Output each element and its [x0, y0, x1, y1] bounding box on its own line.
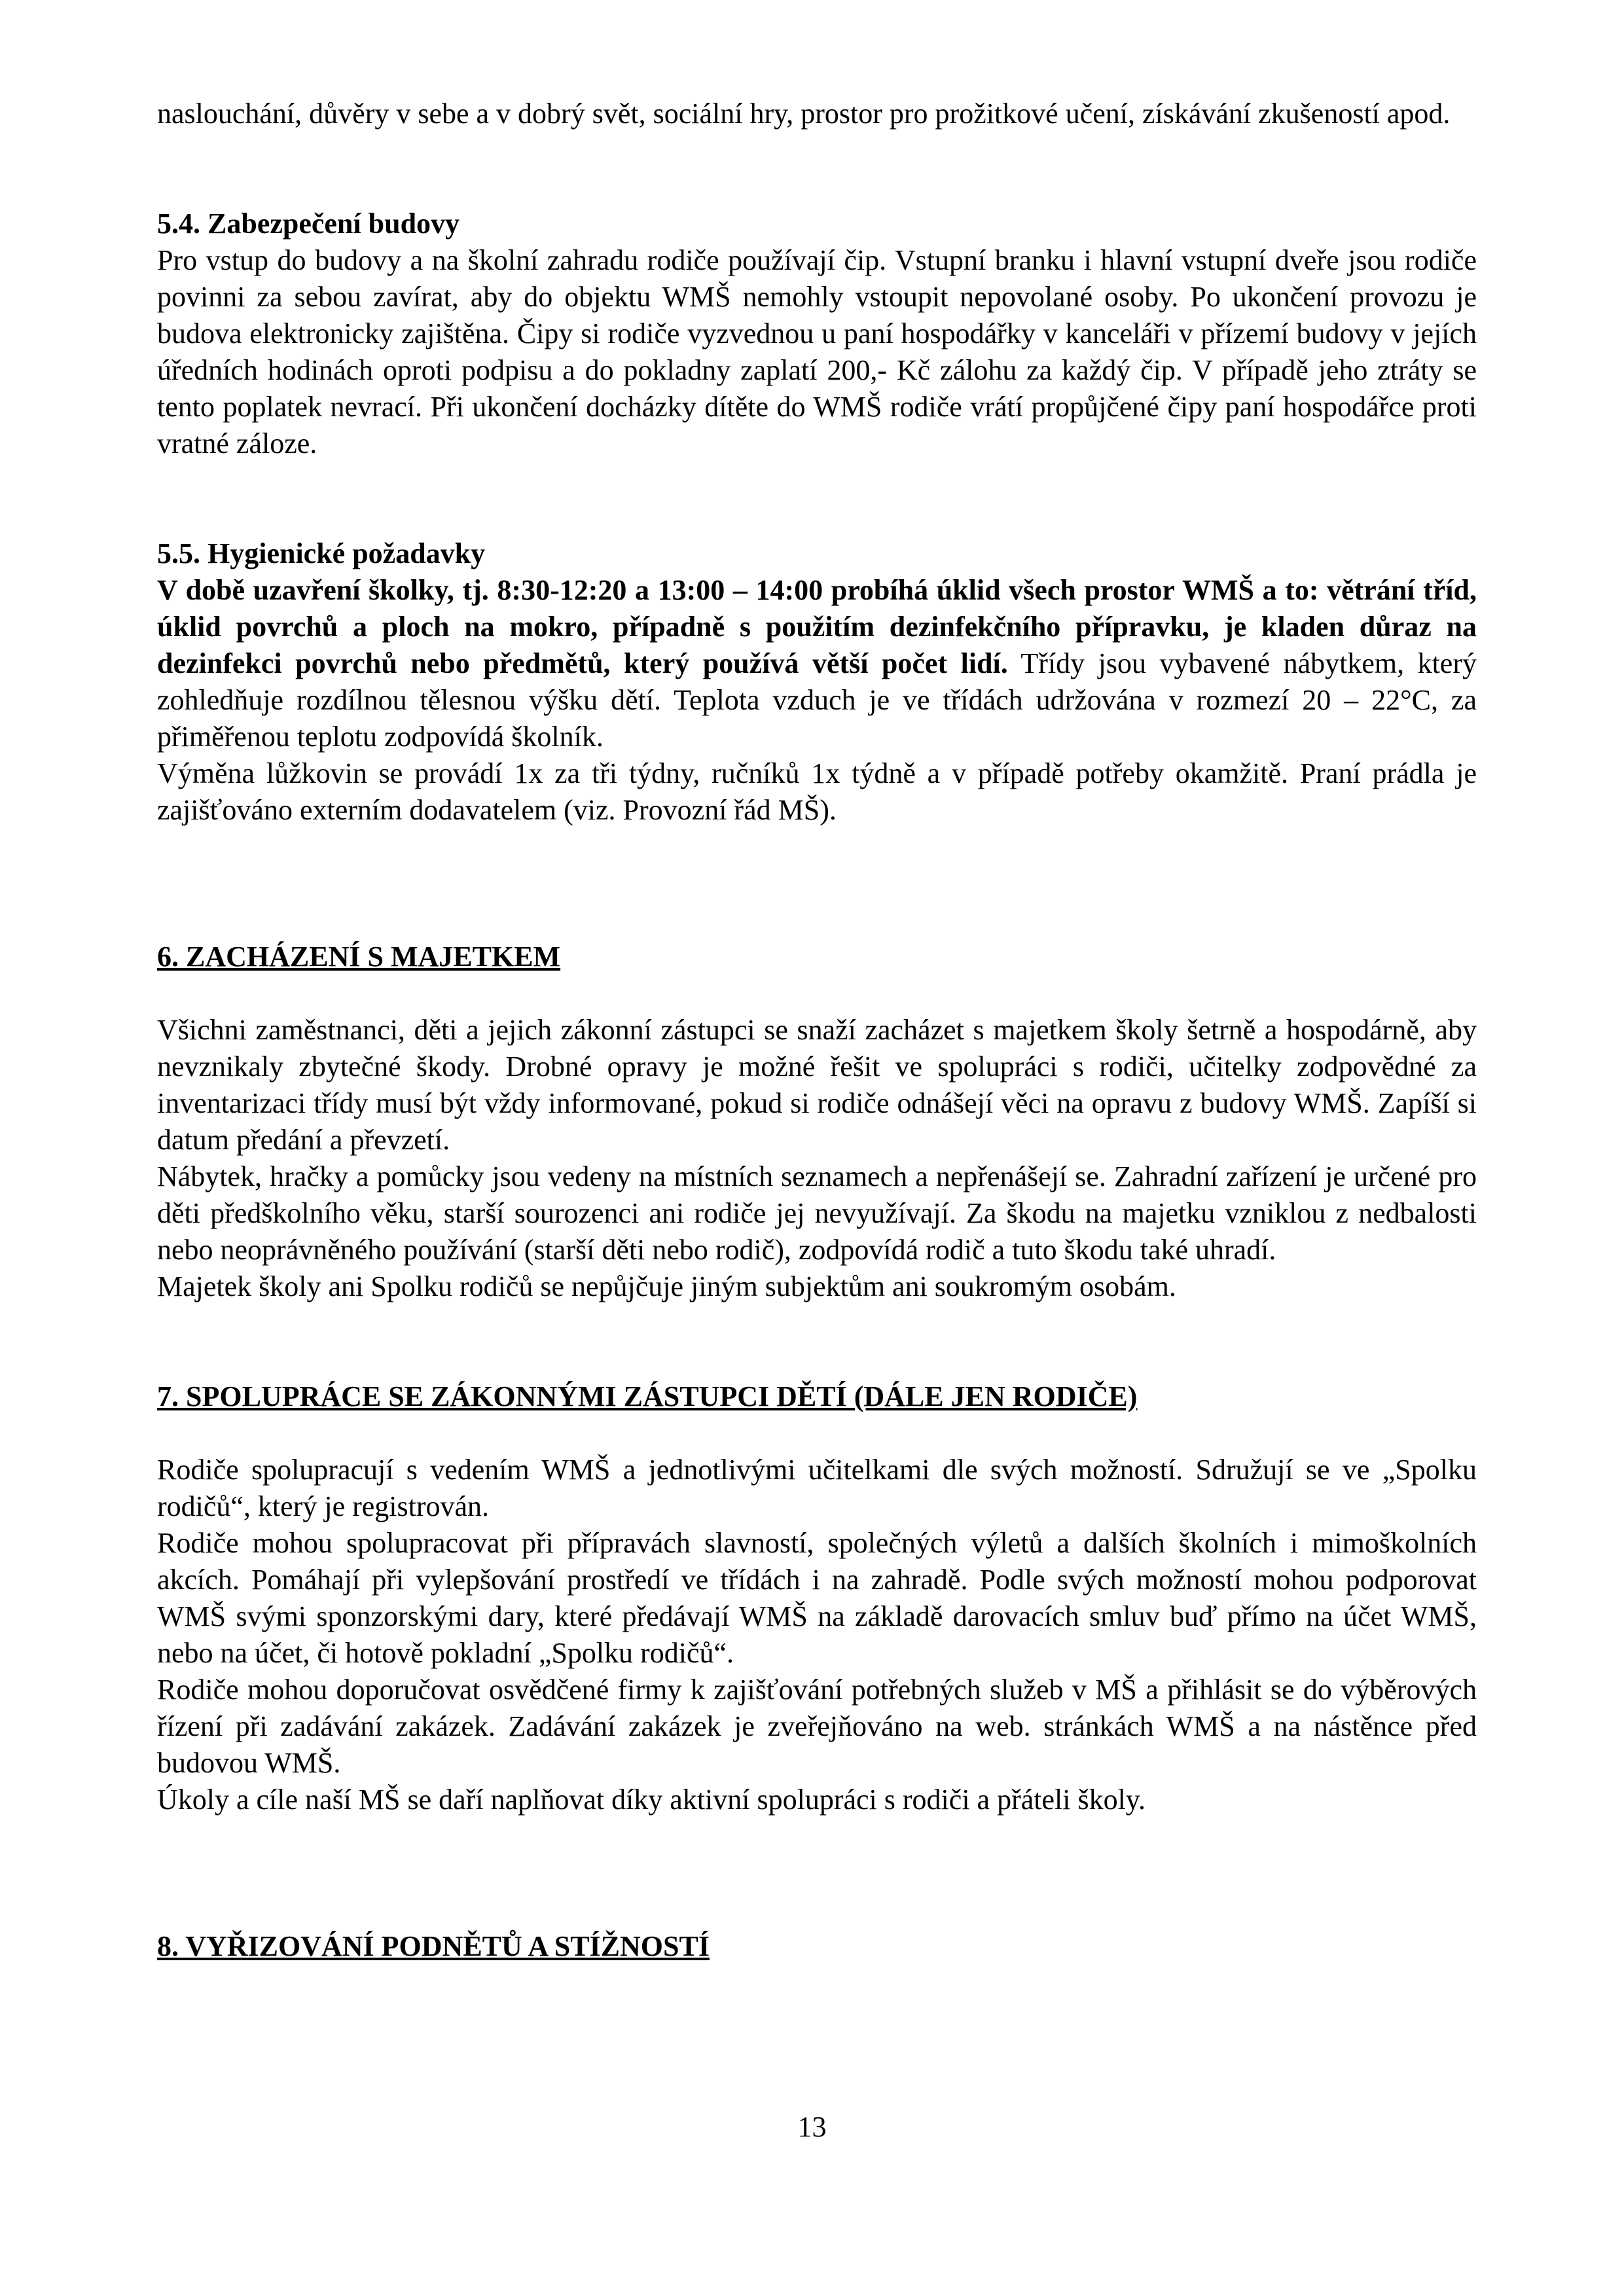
- spacer: [157, 1305, 1477, 1378]
- spacer: [157, 132, 1477, 206]
- section-7-heading: 7. SPOLUPRÁCE SE ZÁKONNÝMI ZÁSTUPCI DĚTÍ (DÁLE JEN RODIČE): [157, 1380, 1138, 1412]
- section-6-paragraph-1: Všichni zaměstnanci, děti a jejich zákonní zástupci se snaží zacházet s majetkem školy šetrně a hospodárně, aby nevznikaly zbytečné škody. Drobné opravy je možné řešit ve spolupráci s rodiči, učitelky zodpovědné za inventarizaci třídy musí být vždy informované, pokud si rodiče odnášejí věci na opravu z budovy WMŠ. Zapíší si datum předání a převzetí.: [157, 1014, 1477, 1156]
- section-7-paragraph-2: Rodiče mohou spolupracovat při přípravách slavností, společných výletů a dalších školních i mimoškolních akcích. Pomáhají při vylepšování prostředí ve třídách i na zahradě. Podle svých možností mohou podporovat WMŠ svými sponzorskými dary, které předávají WMŠ na základě darovacích smluv buď přímo na účet WMŠ, nebo na účet, či hotově pokladní „Spolku rodičů“.: [157, 1527, 1477, 1669]
- section-5-4-heading: 5.4. Zabezpečení budovy: [157, 207, 460, 240]
- section-5-5-heading: 5.5. Hygienické požadavky: [157, 537, 486, 569]
- section-8-heading: 8. VYŘIZOVÁNÍ PODNĚTŮ A STÍŽNOSTÍ: [157, 1930, 710, 1962]
- section-6-heading: 6. ZACHÁZENÍ S MAJETKEM: [157, 941, 561, 973]
- section-5-4-body: Pro vstup do budovy a na školní zahradu rodiče používají čip. Vstupní branku i hlavní vstupní dveře jsou rodiče povinni za sebou zavírat, aby do objektu WMŠ nemohly vstoupit nepovolané osoby. Po ukončení provozu je budova elektronicky zajištěna. Čipy si rodiče vyzvednou u paní hospodářky v kanceláři v přízemí budovy v jejích úředních hodinách oproti podpisu a do pokladny zaplatí 200,- Kč zálohu za každý čip. V případě jeho ztráty se tento poplatek nevrací. Při ukončení docházky dítěte do WMŠ rodiče vrátí propůjčené čipy paní hospodářce proti vratné záloze.: [157, 244, 1477, 459]
- section-6-paragraph-3: Majetek školy ani Spolku rodičů se nepůjčuje jiným subjektům ani soukromým osobám.: [157, 1270, 1176, 1302]
- section-5-5-paragraph-2: Výměna lůžkovin se provádí 1x za tři týdny, ručníků 1x týdně a v případě potřeby okamžitě. Praní prádla je zajišťováno externím dodavatelem (viz. Provozní řád MŠ).: [157, 757, 1477, 826]
- section-5-5-bold-text: V době uzavření školky, tj. 8:30-12:20 a 13:00 – 14:00 probíhá úklid všech prostor WMŠ a to: větrání tříd, úklid povrchů a ploch na mokro, případně s použitím dezinfekčního přípravku, je kladen důraz na dezinfekci povrchů nebo předmětů, který používá větší počet lidí.: [157, 574, 1477, 679]
- spacer: [157, 1415, 1477, 1452]
- section-7-paragraph-1: Rodiče spolupracují s vedením WMŠ a jednotlivými učitelkami dle svých možností. Sdružují se ve „Spolku rodičů“, který je registrován.: [157, 1454, 1477, 1522]
- spacer: [157, 1818, 1477, 1928]
- intro-paragraph: naslouchání, důvěry v sebe a v dobrý svět, sociální hry, prostor pro prožitkové učení, získávání zkušeností apod.: [157, 98, 1451, 130]
- spacer: [157, 975, 1477, 1012]
- section-7-paragraph-4: Úkoly a cíle naší MŠ se daří naplňovat díky aktivní spolupráci s rodiči a přáteli školy.: [157, 1784, 1146, 1816]
- page-number: 13: [797, 2111, 827, 2143]
- page-content: [157, 96, 1477, 1965]
- section-5-5-paragraph-1: [157, 572, 1477, 755]
- section-7-paragraph-3: Rodiče mohou doporučovat osvědčené firmy k zajišťování potřebných služeb v MŠ a přihlásit se do výběrových řízení při zadávání zakázek. Zadávání zakázek je zveřejňováno na web. stránkách WMŠ a na nástěnce před budovou WMŠ.: [157, 1674, 1477, 1779]
- section-5-5-normal-text: Třídy jsou vybavené nábytkem, který zohledňuje rozdílnou tělesnou výšku dětí. Teplota vzduch je ve třídách udržována v rozmezí 20 – 22°C, za přiměřenou teplotu zodpovídá školník.: [157, 647, 1477, 753]
- spacer: [157, 829, 1477, 939]
- section-6-paragraph-2: Nábytek, hračky a pomůcky jsou vedeny na místních seznamech a nepřenášejí se. Zahradní zařízení je určené pro děti předškolního věku, starší sourozenci ani rodiče jej nevyužívají. Za škodu na majetku vzniklou z nedbalosti nebo neoprávněného používání (starší děti nebo rodič), zodpovídá rodič a tuto škodu také uhradí.: [157, 1160, 1477, 1266]
- spacer: [157, 462, 1477, 535]
